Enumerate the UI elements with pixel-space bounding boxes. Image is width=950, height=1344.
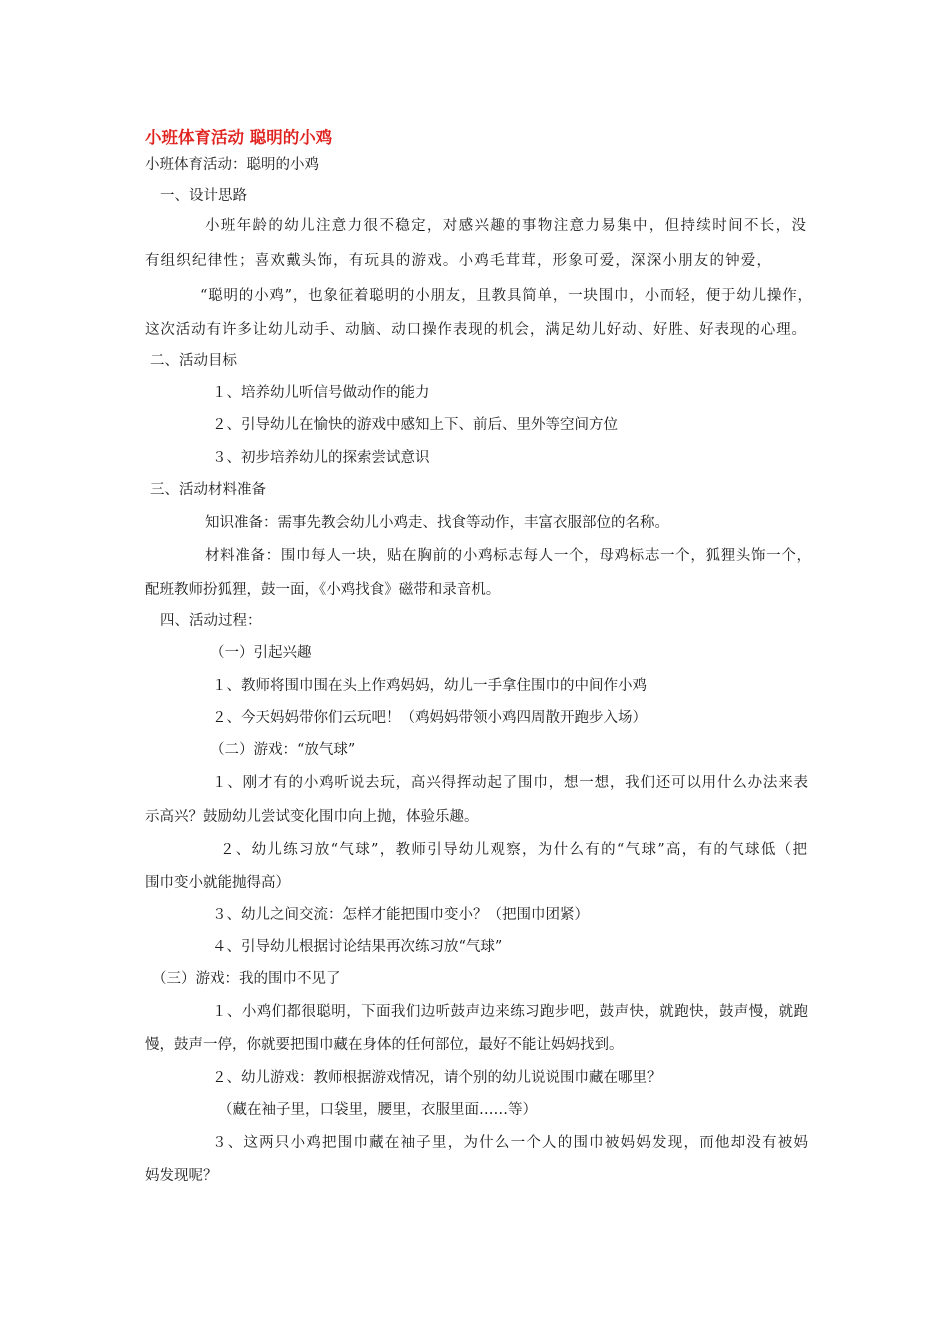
process-part-2-item-3: ３、幼儿之间交流：怎样才能把围巾变小？（把围巾团紧） xyxy=(212,907,589,923)
section-heading-materials: 三、活动材料准备 xyxy=(150,482,266,498)
goal-item-3: ３、初步培养幼儿的探索尝试意识 xyxy=(212,450,430,466)
process-part-2-item-2-line-2: 围巾变小就能抛得高） xyxy=(145,875,290,891)
process-part-2-item-2-line-1: ２、幼儿练习放“气球”，教师引导幼儿观察，为什么有的“气球”高，有的气球低（把 xyxy=(220,842,807,858)
process-part-3-item-3-line-1: ３、这两只小鸡把围巾藏在袖子里，为什么一个人的围巾被妈妈发现，而他却没有被妈 xyxy=(212,1135,808,1151)
process-part-3-item-2: ２、幼儿游戏：教师根据游戏情况，请个别的幼儿说说围巾藏在哪里？ xyxy=(212,1070,662,1086)
process-part-3-item-1-line-2: 慢，鼓声一停，你就要把围巾藏在身体的任何部位，最好不能让妈妈找到。 xyxy=(145,1037,624,1053)
process-part-3-item-1-line-1: １、小鸡们都很聪明，下面我们边听鼓声边来练习跑步吧，鼓声快，就跑快，鼓声慢，就跑 xyxy=(212,1004,808,1020)
goal-item-2: ２、引导幼儿在愉快的游戏中感知上下、前后、里外等空间方位 xyxy=(212,417,618,433)
design-paragraph-2-line-2: 这次活动有许多让幼儿动手、动脑、动口操作表现的机会，满足幼儿好动、好胜、好表现的心理。 xyxy=(145,322,806,338)
goal-item-1: １、培养幼儿听信号做动作的能力 xyxy=(212,385,430,401)
process-part-3-item-2-note: （藏在袖子里，口袋里，腰里，衣服里面……等） xyxy=(218,1102,537,1118)
process-part-1-item-1: １、教师将围巾围在头上作鸡妈妈，幼儿一手拿住围巾的中间作小鸡 xyxy=(212,678,647,694)
document-title: 小班体育活动 聪明的小鸡 xyxy=(145,128,333,147)
material-preparation-line-2: 配班教师扮狐狸，鼓一面，《小鸡找食》磁带和录音机。 xyxy=(145,582,501,598)
process-part-2-heading: （二）游戏：“放气球” xyxy=(210,742,356,758)
section-heading-design: 一、设计思路 xyxy=(160,188,247,204)
section-heading-process: 四、活动过程： xyxy=(160,613,262,629)
process-part-2-item-1-line-1: １、刚才有的小鸡听说去玩，高兴得挥动起了围巾，想一想，我们还可以用什么办法来表 xyxy=(212,775,808,791)
section-heading-goals: 二、活动目标 xyxy=(150,353,237,369)
process-part-2-item-4: ４、引导幼儿根据讨论结果再次练习放“气球” xyxy=(212,939,503,955)
design-paragraph-1-line-2: 有组织纪律性；喜欢戴头饰，有玩具的游戏。小鸡毛茸茸，形象可爱，深深小朋友的钟爱， xyxy=(145,253,771,269)
process-part-1-heading: （一）引起兴趣 xyxy=(210,645,312,661)
design-paragraph-2-line-1: “聪明的小鸡”，也象征着聪明的小朋友，且教具简单，一块围巾，小而轻，便于幼儿操作， xyxy=(200,288,812,304)
process-part-1-item-2: ２、今天妈妈带你们云玩吧！（鸡妈妈带领小鸡四周散开跑步入场） xyxy=(212,710,647,726)
process-part-3-heading: （三）游戏：我的围巾不见了 xyxy=(152,971,341,987)
process-part-3-item-3-line-2: 妈发现呢？ xyxy=(145,1168,218,1184)
material-preparation-line-1: 材料准备：围巾每人一块，贴在胸前的小鸡标志每人一个，母鸡标志一个，狐狸头饰一个， xyxy=(205,548,811,564)
process-part-2-item-1-line-2: 示高兴？鼓励幼儿尝试变化围巾向上抛，体验乐趣。 xyxy=(145,809,479,825)
knowledge-preparation: 知识准备：需事先教会幼儿小鸡走、找食等动作，丰富衣服部位的名称。 xyxy=(205,515,669,531)
document-subtitle: 小班体育活动：聪明的小鸡 xyxy=(145,157,319,173)
design-paragraph-1-line-1: 小班年龄的幼儿注意力很不稳定，对感兴趣的事物注意力易集中，但持续时间不长，没 xyxy=(205,218,806,234)
